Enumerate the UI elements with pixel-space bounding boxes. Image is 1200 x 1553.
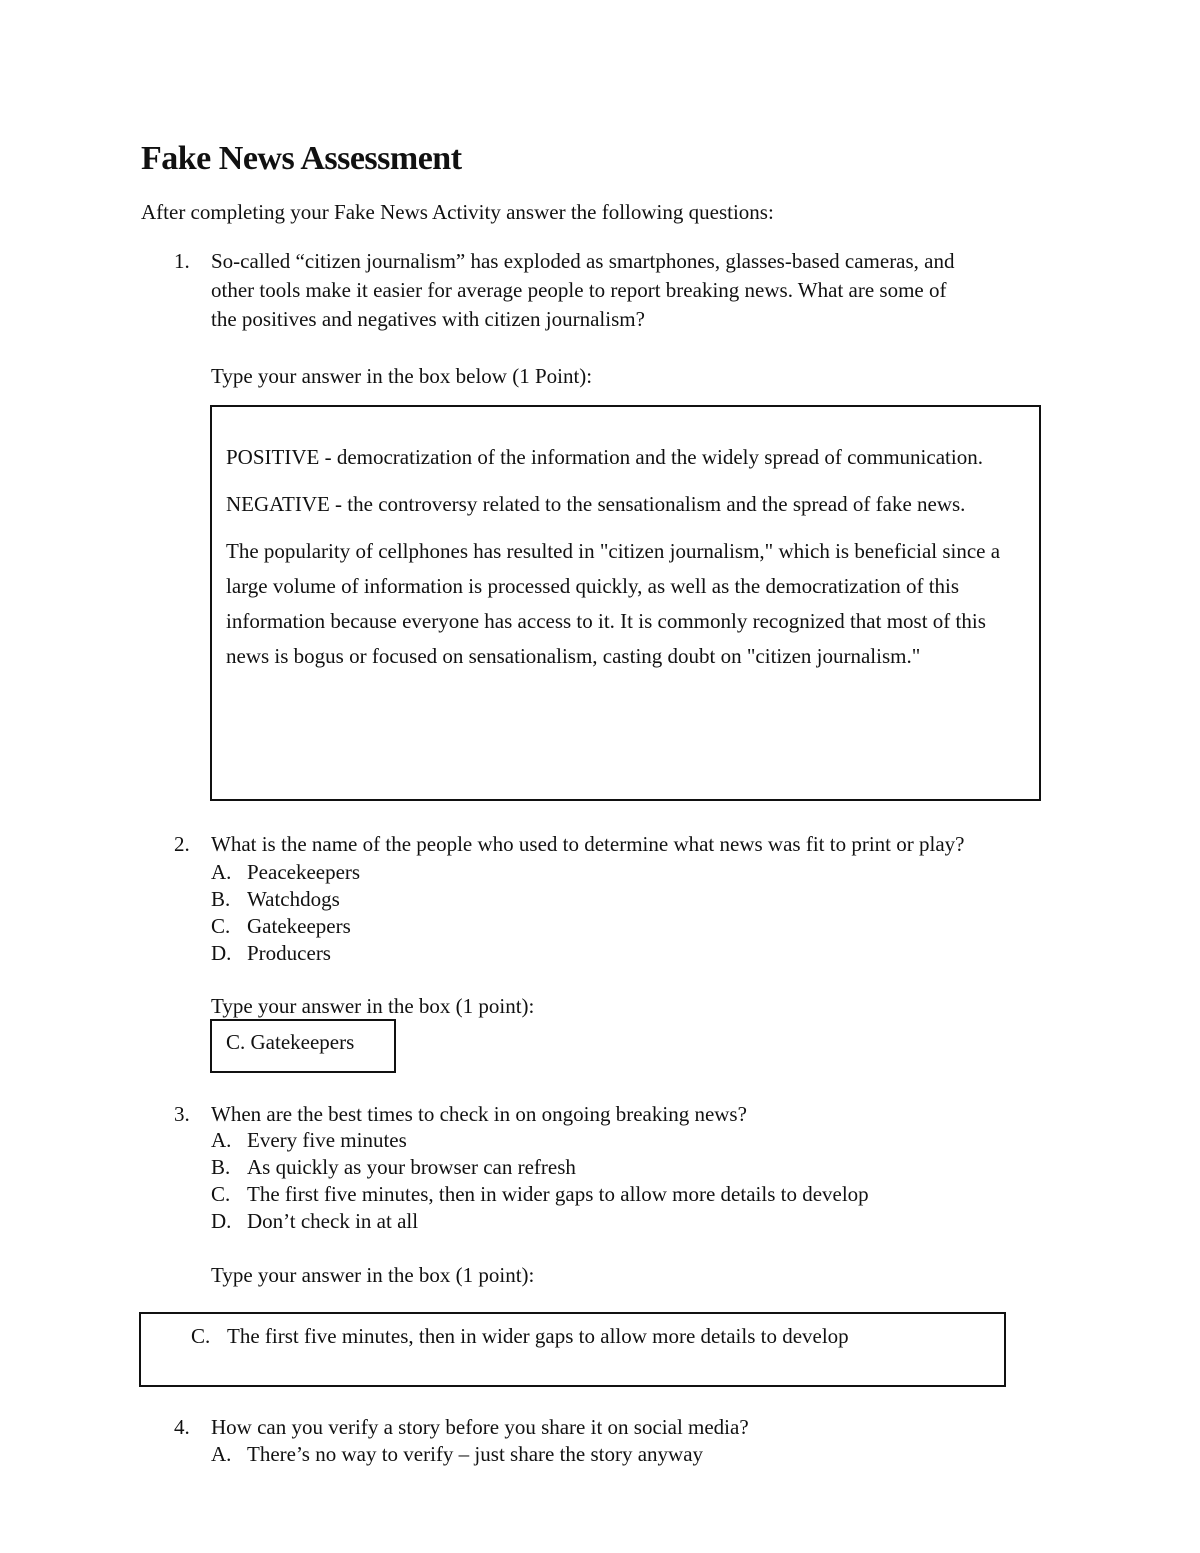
question-line: the positives and negatives with citizen journalism? bbox=[211, 307, 645, 331]
answer-text: C. Gatekeepers bbox=[226, 1030, 355, 1054]
answer-box-3[interactable] bbox=[139, 1312, 1006, 1387]
answer-prompt: Type your answer in the box (1 point): bbox=[211, 1263, 535, 1287]
question-number: 4. bbox=[174, 1415, 190, 1439]
answer-prompt: Type your answer in the box below (1 Point): bbox=[211, 364, 593, 388]
question-number: 1. bbox=[174, 249, 190, 273]
question-text: What is the name of the people who used to determine what news was fit to print or play? bbox=[211, 832, 965, 856]
question-text: When are the best times to check in on ongoing breaking news? bbox=[211, 1102, 747, 1126]
question-text bbox=[211, 247, 1071, 334]
question-number: 3. bbox=[174, 1102, 190, 1126]
answer-box-2[interactable] bbox=[210, 1019, 396, 1073]
question-text: How can you verify a story before you share it on social media? bbox=[211, 1415, 749, 1439]
answer-positive: POSITIVE - democratization of the information and the widely spread of communication. bbox=[226, 445, 983, 469]
document-page: Fake News Assessment After completing your Fake News Activity answer the following questions: 1. So-called “citizen journalism” has exploded as smartphones, glasses-based cameras, and other tools make it easier for average people to report breaking news. What are some of the positives and negatives with citizen journalism? Type your answer in the box below (1 Point): POSITIVE - democratization of the information and the widely spread of communication. NEGATIVE - the controversy related to the sensationalism and the spread of fake news. The popularity of cellphones has resulted in "citizen journalism," which is beneficial since a large volume of information is processed quickly, as well as the democratization of this information because everyone has access to it. It is commonly recognized that most of this news is bogus or focused on sensationalism, casting doubt on "citizen journalism." 2. What is the name of the people who used to determine what news was fit to print or play? A. Peacekeepers B. Watchdogs C. Gatekeepers D. Producers Type your answer in the box (1 point): C. Gatekeepers 3. When are the best times to check in on ongoing breaking news? A. Every five minutes B. As quickly as your browser can refresh C. The first five minutes, then in wider gaps to allow more details to develop D. Don’t check in at all Type your answer in the box (1 point): C. The first five minutes, then in wider gaps to allow more details to develop 4. How can you verify a story before you share it on social media? A. There’s no way to verify – just share the story anyway bbox=[0, 0, 1200, 1553]
answer-letter: C. bbox=[191, 1324, 211, 1348]
answer-prompt: Type your answer in the box (1 point): bbox=[211, 994, 535, 1018]
question-line: other tools make it easier for average people to report breaking news. What are some of bbox=[211, 278, 947, 302]
intro-text: After completing your Fake News Activity answer the following questions: bbox=[141, 200, 774, 224]
answer-summary: The popularity of cellphones has resulted in "citizen journalism," which is beneficial since a large volume of information is processed quickly, as well as the democratization of this information because everyone has access to it. It is commonly recognized that most of this news is bogus or focused on sensationalism, casting doubt on "citizen journalism." bbox=[226, 539, 1001, 668]
answer-text: The first five minutes, then in wider gaps to allow more details to develop bbox=[227, 1324, 849, 1348]
answer-box-1[interactable] bbox=[210, 405, 1041, 801]
question-number: 2. bbox=[174, 832, 190, 856]
question-line: So-called “citizen journalism” has exploded as smartphones, glasses-based cameras, and bbox=[211, 249, 955, 273]
page-title: Fake News Assessment bbox=[141, 140, 462, 177]
answer-negative: NEGATIVE - the controversy related to the sensationalism and the spread of fake news. bbox=[226, 492, 966, 516]
